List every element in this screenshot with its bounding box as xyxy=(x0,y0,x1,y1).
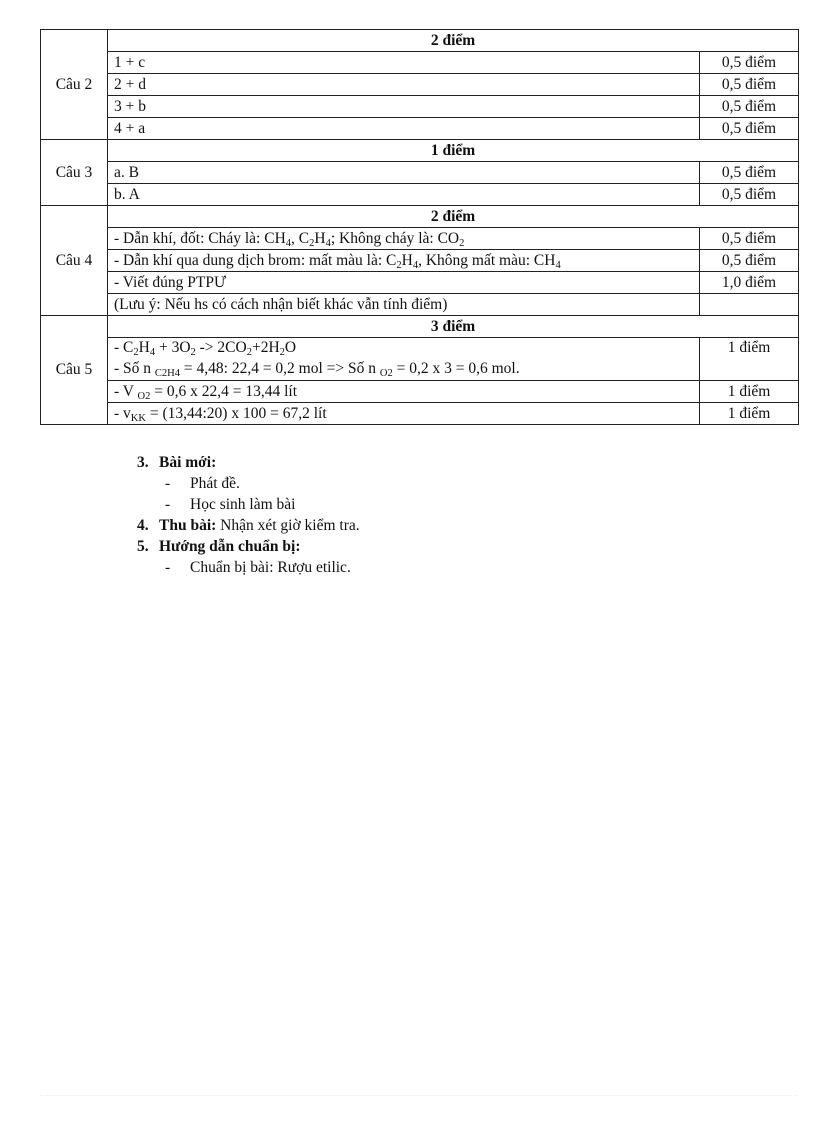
answer-cell: 3 + b xyxy=(108,96,700,118)
answer-cell: - Dẫn khí, đốt: Cháy là: $CH_4$, $C_2H_4$; Không cháy là: $CO_2$ xyxy=(108,228,700,250)
list-item: 3. Bài mới: xyxy=(137,454,217,471)
list-item: 5. Hướng dẫn chuẩn bị: xyxy=(137,538,301,555)
score-cell: 0,5 điểm xyxy=(700,118,799,140)
answer-cell: 2 + d xyxy=(108,74,700,96)
score-cell: 0,5 điểm xyxy=(700,96,799,118)
score-cell: 0,5 điểm xyxy=(700,250,799,272)
table-row xyxy=(41,74,799,96)
answer-cell: a. B xyxy=(108,162,700,184)
step-title: Bài mới: xyxy=(159,454,217,471)
answer-cell: - Dẫn khí qua dung dịch brom: mất màu là: $C_2H_4$, Không mất màu: $CH_4$ xyxy=(108,250,700,272)
answer-cell: - Viết đúng PTPƯ xyxy=(108,272,700,294)
table-row xyxy=(41,96,799,118)
list-item: 4. Thu bài: Nhận xét giờ kiểm tra. xyxy=(137,517,360,534)
score-cell: 1 điểm xyxy=(700,338,799,381)
step-title: Hướng dẫn chuẩn bị: xyxy=(159,538,301,555)
table-row xyxy=(41,184,799,206)
points-header: 2 điểm xyxy=(108,206,799,228)
page-footer-divider xyxy=(40,1095,798,1096)
points-header: 2 điểm xyxy=(108,30,799,52)
table-row xyxy=(41,162,799,184)
answer-key-table xyxy=(40,29,799,425)
lesson-steps xyxy=(137,452,360,578)
score-cell xyxy=(700,294,799,316)
points-header: 1 điểm xyxy=(108,140,799,162)
answer-cell: - $v_{KK}$ = (13,44:20) x 100 = 67,2 lít xyxy=(108,403,700,425)
cau5-header-row xyxy=(41,316,799,338)
points-header: 3 điểm xyxy=(108,316,799,338)
table-row xyxy=(41,250,799,272)
score-cell: 0,5 điểm xyxy=(700,52,799,74)
step-title: Thu bài: xyxy=(159,517,217,534)
score-cell: 1 điểm xyxy=(700,381,799,403)
list-item: - Phát đề. xyxy=(165,475,240,492)
cau2-header-row xyxy=(41,30,799,52)
answer-cell: - V $_{O2}$ = 0,6 x 22,4 = 13,44 lít xyxy=(108,381,700,403)
table-row xyxy=(41,381,799,403)
question-label: Câu 5 xyxy=(41,316,108,425)
table-row xyxy=(41,294,799,316)
mole-calculation: - Số n $_{C2H4}$ = 4,48: 22,4 = 0,2 mol => Số n $_{O2}$ = 0,2 x 3 = 0,6 mol. xyxy=(114,360,520,379)
list-item: - Học sinh làm bài xyxy=(165,496,296,513)
table-row xyxy=(41,338,799,381)
reaction-equation: - $C_2H_4 + 3O_2 -> 2CO_2+2H_2O$ xyxy=(114,339,297,358)
table-row xyxy=(41,403,799,425)
table-row xyxy=(41,52,799,74)
answer-cell: 4 + a xyxy=(108,118,700,140)
answer-cell xyxy=(108,338,700,381)
answer-cell: b. A xyxy=(108,184,700,206)
score-cell: 1 điểm xyxy=(700,403,799,425)
answer-cell: 1 + c xyxy=(108,52,700,74)
list-item: - Chuẩn bị bài: Rượu etilic. xyxy=(165,559,351,576)
question-label: Câu 2 xyxy=(41,30,108,140)
score-cell: 0,5 điểm xyxy=(700,228,799,250)
cau3-header-row xyxy=(41,140,799,162)
table-row xyxy=(41,118,799,140)
cau4-header-row xyxy=(41,206,799,228)
score-cell: 0,5 điểm xyxy=(700,74,799,96)
score-cell: 1,0 điểm xyxy=(700,272,799,294)
table-row xyxy=(41,272,799,294)
score-cell: 0,5 điểm xyxy=(700,162,799,184)
note-cell: (Lưu ý: Nếu hs có cách nhận biết khác vẫn tính điểm) xyxy=(108,294,700,316)
question-label: Câu 3 xyxy=(41,140,108,206)
table-row xyxy=(41,228,799,250)
question-label: Câu 4 xyxy=(41,206,108,316)
score-cell: 0,5 điểm xyxy=(700,184,799,206)
